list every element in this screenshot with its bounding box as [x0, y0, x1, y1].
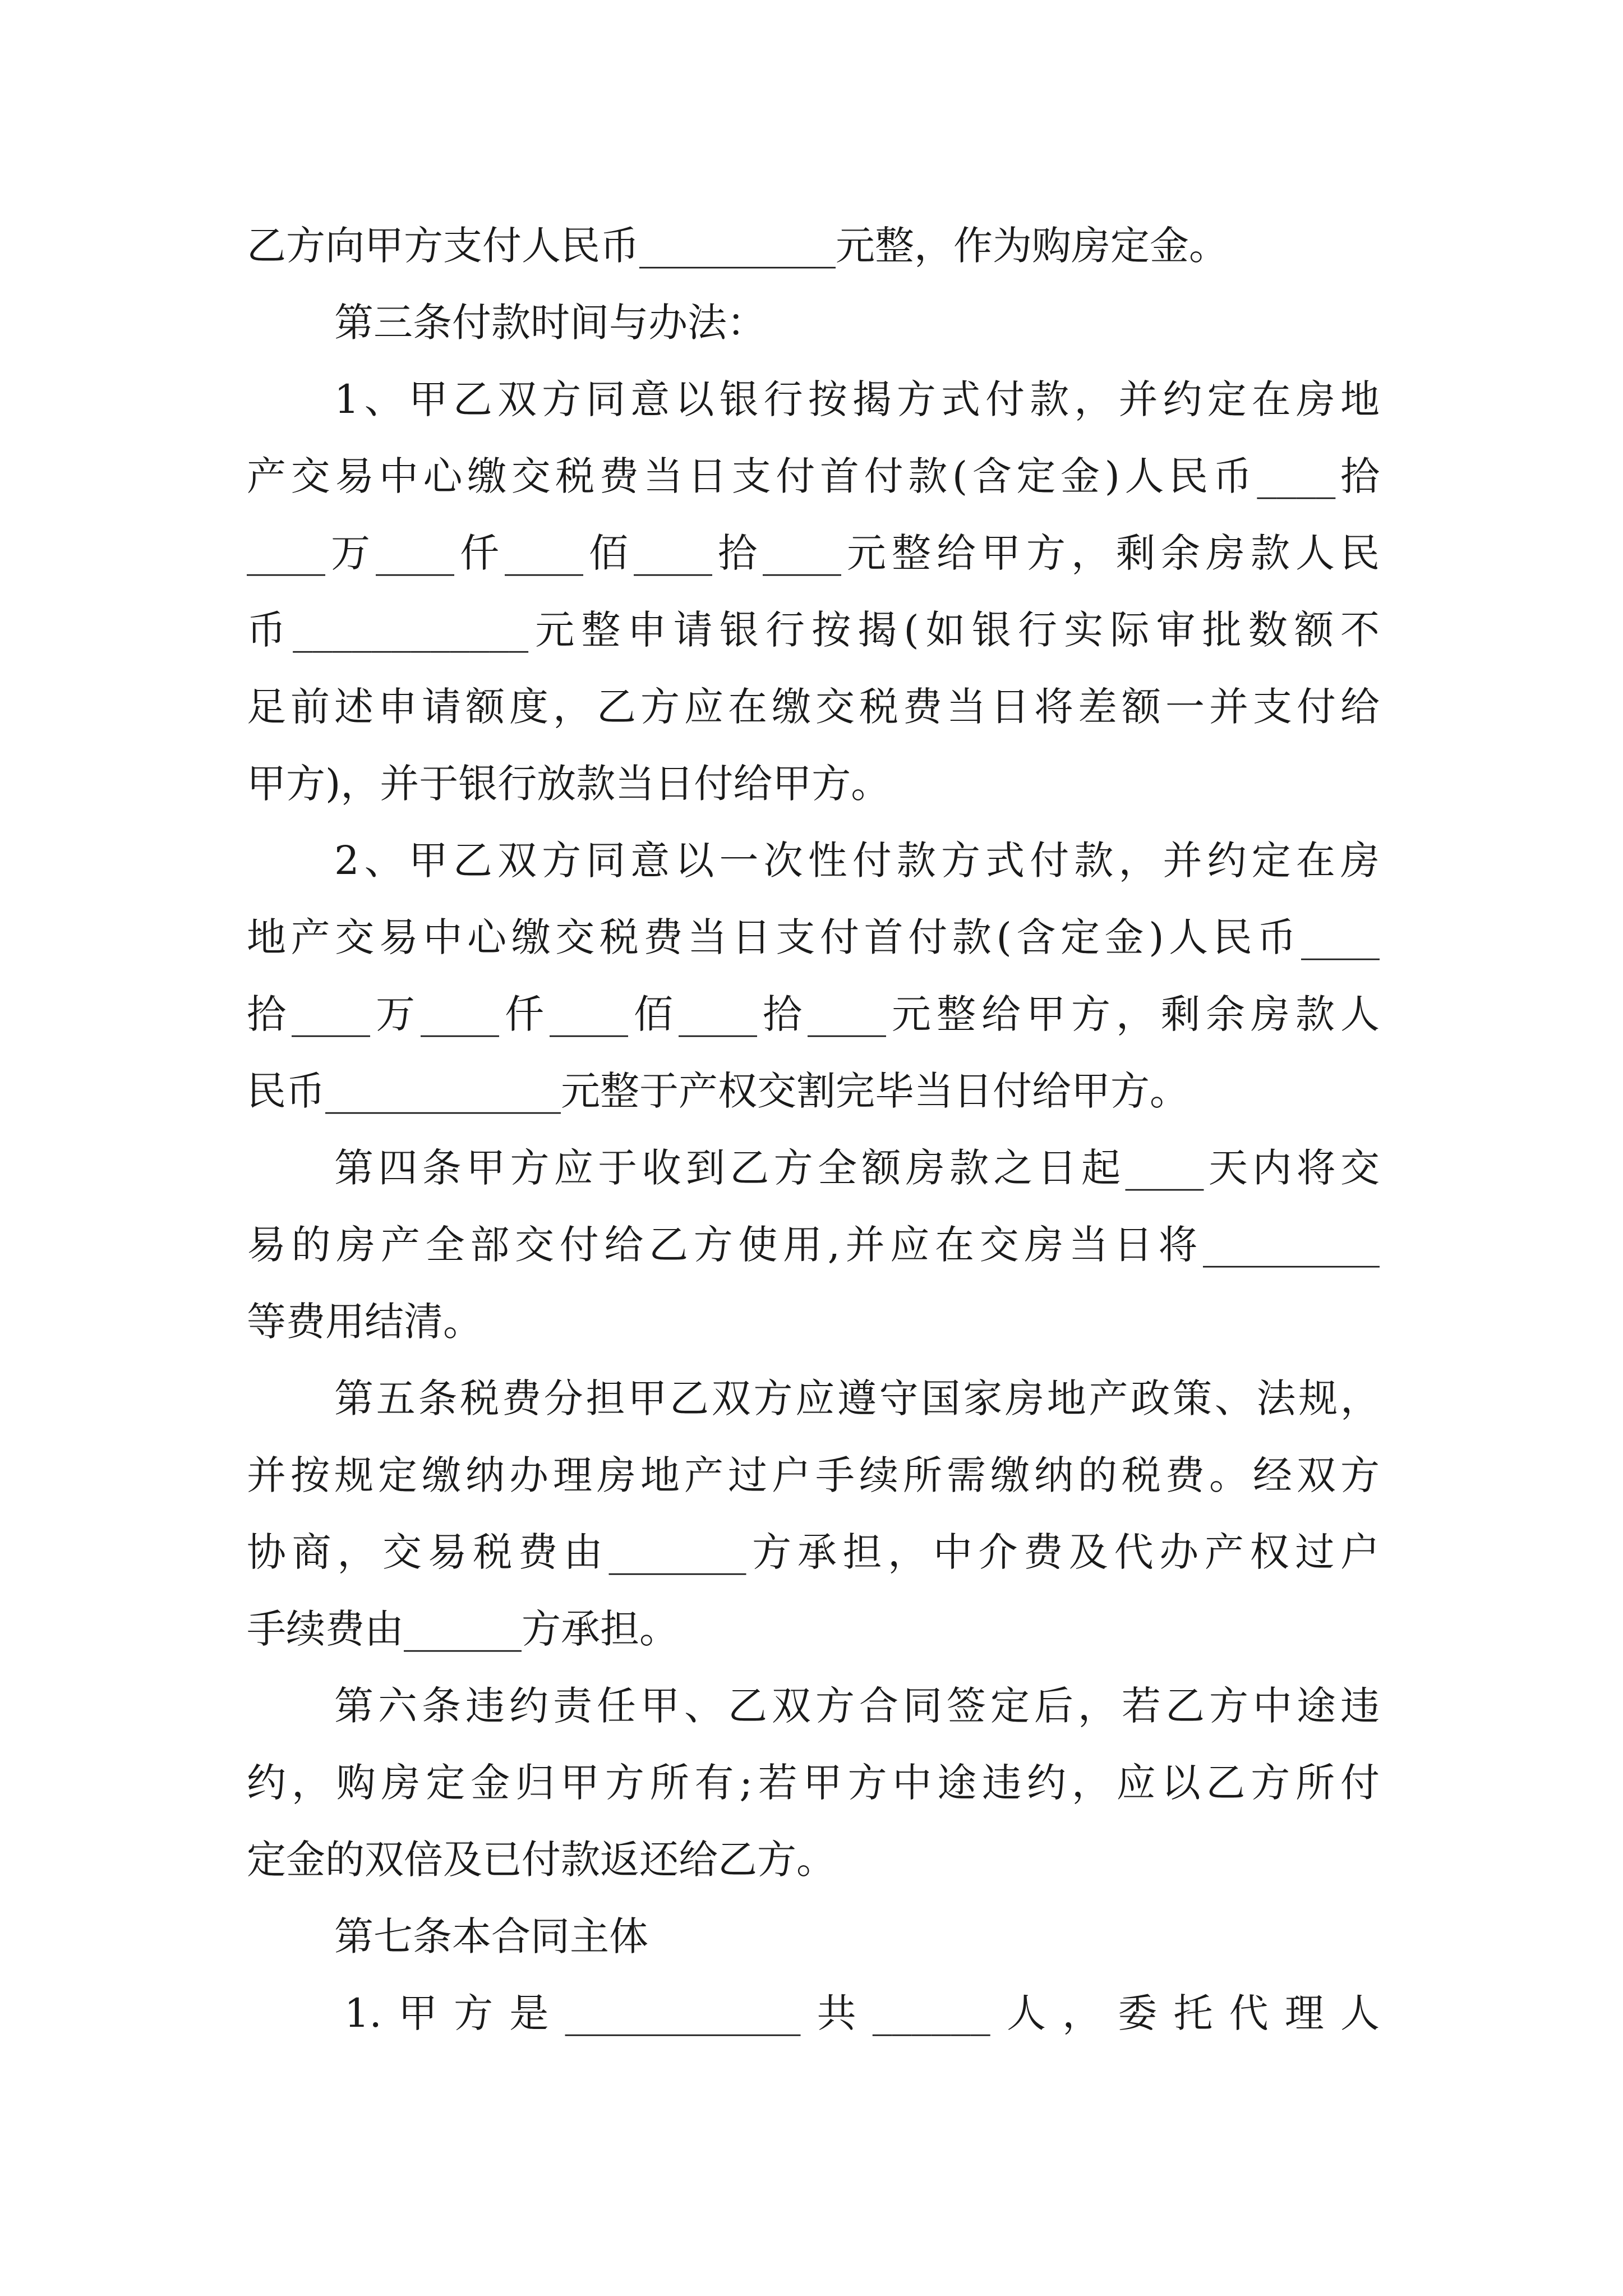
- text-line: 1、甲乙双方同意以银行按揭方式付款，并约定在房地: [334, 376, 1380, 422]
- article-6-line: 第六条违约责任甲、乙双方合同签定后，若乙方中途违: [334, 1683, 1380, 1729]
- text-line: 等费用结清。: [247, 1299, 482, 1345]
- text-line: 地产交易中心缴交税费当日支付首付款(含定金)人民币____: [247, 914, 1380, 960]
- text-line: 2、甲乙双方同意以一次性付款方式付款，并约定在房: [334, 838, 1380, 884]
- text-line: 币____________元整申请银行按揭(如银行实际审批数额不: [247, 607, 1380, 653]
- text-line: 甲方)，并于银行放款当日付给甲方。: [247, 761, 891, 807]
- text-line: 足前述申请额度，乙方应在缴交税费当日将差额一并支付给: [247, 684, 1380, 730]
- text-line: 协商，交易税费由_______方承担，中介费及代办产权过户: [247, 1529, 1380, 1575]
- text-line: 定金的双倍及已付款返还给乙方。: [247, 1837, 836, 1883]
- article-7-heading: 第七条本合同主体: [334, 1913, 648, 1959]
- text-line: 民币____________元整于产权交割完毕当日付给甲方。: [247, 1068, 1189, 1114]
- text-line: 拾____万____仟____佰____拾____元整给甲方，剩余房款人: [247, 991, 1380, 1037]
- text-line: ____万____仟____佰____拾____元整给甲方，剩余房款人民: [247, 530, 1380, 576]
- article-5-line: 第五条税费分担甲乙双方应遵守国家房地产政策、法规，: [334, 1375, 1380, 1421]
- text-line: 并按规定缴纳办理房地产过户手续所需缴纳的税费。经双方: [247, 1452, 1380, 1498]
- text-line: 乙方向甲方支付人民币__________元整，作为购房定金。: [247, 223, 1228, 269]
- text-line: 1.甲方是____________共______人，委托代理人: [344, 1990, 1380, 2036]
- text-line: 产交易中心缴交税费当日支付首付款(含定金)人民币____拾: [247, 453, 1380, 499]
- text-line: 手续费由______方承担。: [247, 1606, 679, 1652]
- text-line: 约，购房定金归甲方所有;若甲方中途违约，应以乙方所付: [247, 1760, 1380, 1806]
- article-4-line: 第四条甲方应于收到乙方全额房款之日起____天内将交: [334, 1145, 1380, 1191]
- text-line: 易的房产全部交付给乙方使用,并应在交房当日将_________: [247, 1222, 1380, 1268]
- article-3-heading: 第三条付款时间与办法：: [334, 300, 766, 346]
